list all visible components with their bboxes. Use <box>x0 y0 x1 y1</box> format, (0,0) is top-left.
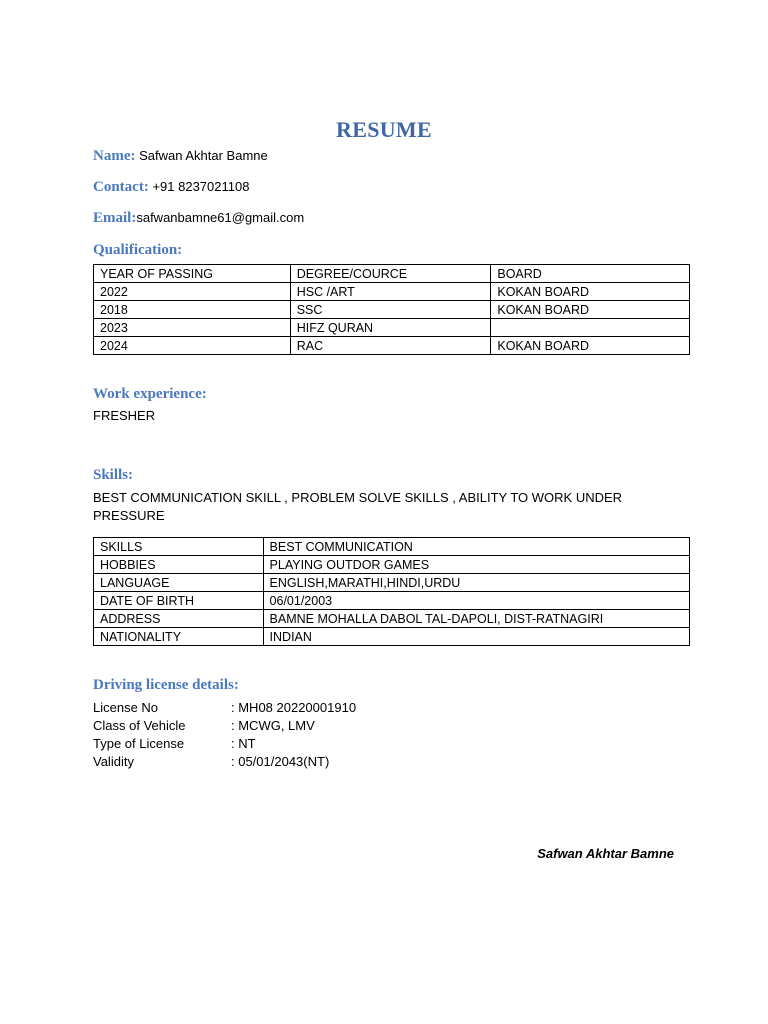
skills-text-line: BEST COMMUNICATION SKILL , PROBLEM SOLVE SKILLS , ABILITY TO WORK UNDER <box>93 490 623 505</box>
table-cell: 2023 <box>94 319 291 337</box>
table-row <box>94 538 690 556</box>
page-title: RESUME <box>336 117 432 142</box>
personal-details-table <box>93 537 690 646</box>
signature: Safwan Akhtar Bamne <box>537 846 674 861</box>
name-value: Safwan Akhtar Bamne <box>139 148 268 163</box>
table-cell: YEAR OF PASSING <box>94 265 291 283</box>
table-cell: BEST COMMUNICATION <box>263 538 689 556</box>
skills-text <box>93 489 622 525</box>
table-cell: DATE OF BIRTH <box>94 592 264 610</box>
license-key: Validity <box>93 754 134 769</box>
table-row <box>94 337 690 355</box>
email-line <box>93 210 304 227</box>
table-cell: KOKAN BOARD <box>491 337 690 355</box>
license-value: : NT <box>231 736 256 751</box>
table-cell <box>491 319 690 337</box>
work-experience-heading: Work experience: <box>93 386 207 402</box>
table-cell: RAC <box>290 337 491 355</box>
table-row <box>94 610 690 628</box>
table-cell: LANGUAGE <box>94 574 264 592</box>
contact-line <box>93 179 249 196</box>
license-row <box>93 717 315 735</box>
table-cell: INDIAN <box>263 628 689 646</box>
table-cell: HIFZ QURAN <box>290 319 491 337</box>
table-cell: BAMNE MOHALLA DABOL TAL-DAPOLI, DIST-RATNAGIRI <box>263 610 689 628</box>
table-cell: 2018 <box>94 301 291 319</box>
license-key: License No <box>93 700 159 715</box>
license-row <box>93 699 356 717</box>
table-cell: HSC /ART <box>290 283 491 301</box>
table-cell: KOKAN BOARD <box>491 283 690 301</box>
qualification-table <box>93 264 690 355</box>
license-key: Type of License <box>93 736 185 751</box>
contact-label: Contact: <box>93 179 149 195</box>
license-key: Class of Vehicle <box>93 718 186 733</box>
work-experience-text: FRESHER <box>93 408 156 423</box>
name-line <box>93 148 268 165</box>
license-value: : MCWG, LMV <box>231 718 315 733</box>
table-row <box>94 592 690 610</box>
table-cell: HOBBIES <box>94 556 264 574</box>
skills-heading: Skills: <box>93 467 134 483</box>
license-row <box>93 753 329 771</box>
table-row <box>94 574 690 592</box>
license-row <box>93 735 256 753</box>
table-cell: PLAYING OUTDOR GAMES <box>263 556 689 574</box>
table-cell: 2022 <box>94 283 291 301</box>
license-value: : MH08 20220001910 <box>231 700 357 715</box>
table-row <box>94 301 690 319</box>
email-label: Email: <box>93 210 137 226</box>
table-cell: ADDRESS <box>94 610 264 628</box>
driving-license-heading: Driving license details: <box>93 677 239 693</box>
skills-text-line: PRESSURE <box>93 508 165 523</box>
table-cell: ENGLISH,MARATHI,HINDI,URDU <box>263 574 689 592</box>
table-cell: KOKAN BOARD <box>491 301 690 319</box>
table-cell: 2024 <box>94 337 291 355</box>
table-row <box>94 628 690 646</box>
table-cell: SKILLS <box>94 538 264 556</box>
table-cell: BOARD <box>491 265 690 283</box>
table-cell: NATIONALITY <box>94 628 264 646</box>
qualification-heading: Qualification: <box>93 242 183 258</box>
table-row <box>94 319 690 337</box>
table-cell: SSC <box>290 301 491 319</box>
license-value: : 05/01/2043(NT) <box>231 754 330 769</box>
table-row <box>94 283 690 301</box>
table-cell: DEGREE/COURCE <box>290 265 491 283</box>
table-row <box>94 265 690 283</box>
contact-value: +91 8237021108 <box>152 179 250 194</box>
table-row <box>94 556 690 574</box>
table-cell: 06/01/2003 <box>263 592 689 610</box>
name-label: Name: <box>93 148 136 164</box>
email-value: safwanbamne61@gmail.com <box>136 210 305 225</box>
